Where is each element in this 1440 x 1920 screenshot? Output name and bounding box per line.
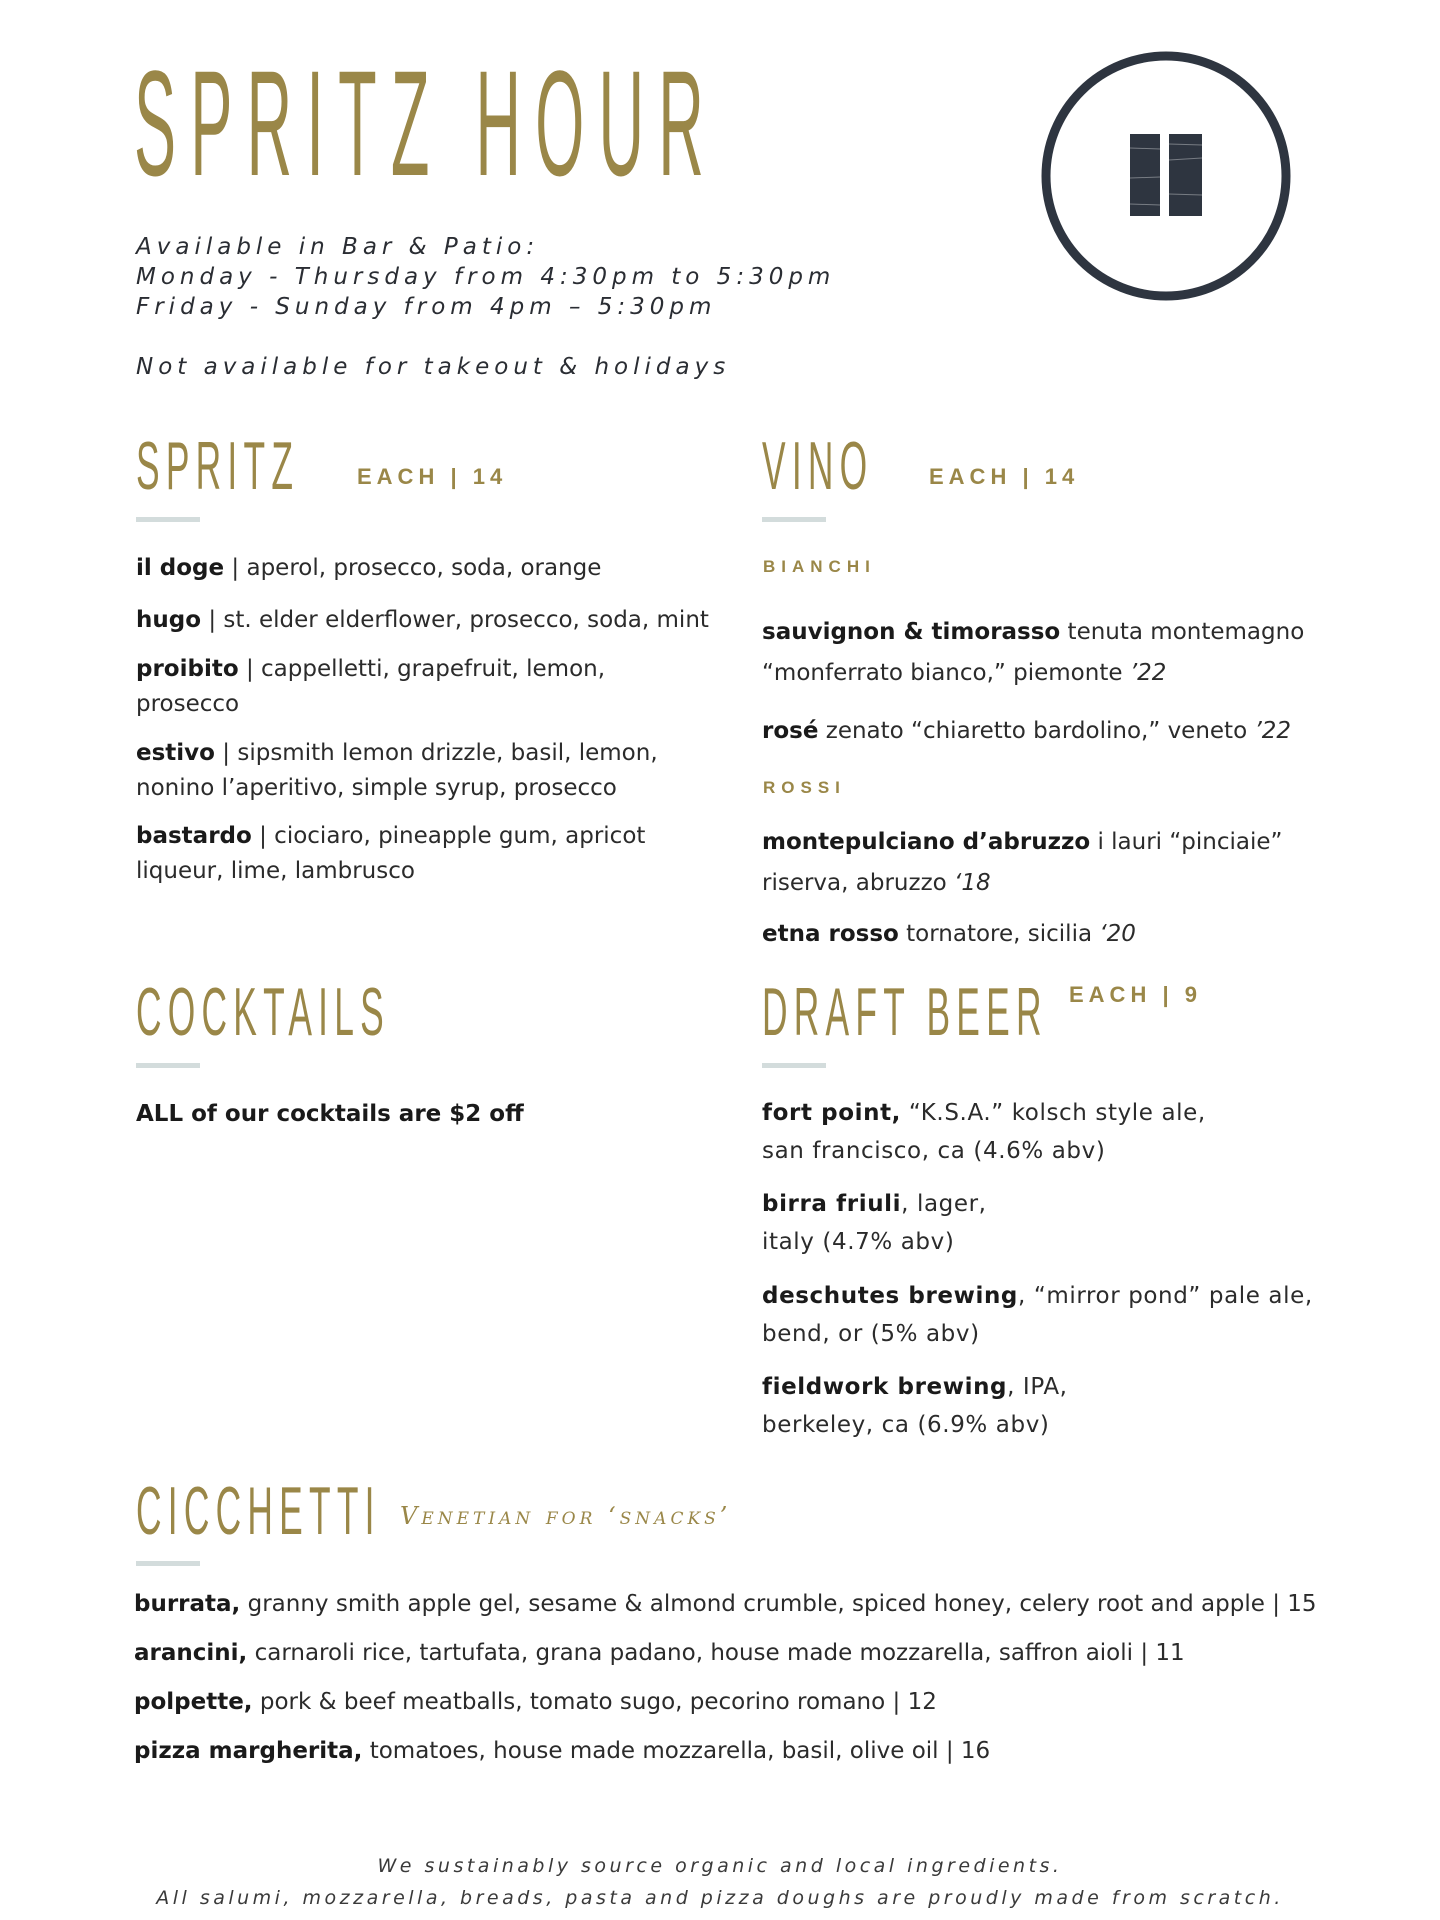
item-name: estivo xyxy=(136,740,215,766)
section-title-spritz: SPRITZ xyxy=(136,428,300,504)
item-desc: | aperol, prosecco, soda, orange xyxy=(224,555,602,581)
item-name: rosé xyxy=(762,718,819,744)
menu-item xyxy=(762,612,1322,694)
item-name: deschutes brewing xyxy=(762,1283,1019,1309)
item-desc: , IPA, xyxy=(1007,1374,1068,1400)
footer-line: All salumi, mozzarella, breads, pasta and pizza doughs are proudly made from scratch. xyxy=(156,1887,1284,1909)
menu-item xyxy=(762,822,1362,904)
section-title-draft-beer: DRAFT BEER xyxy=(762,974,1048,1050)
item-year: ’22 xyxy=(1254,718,1292,744)
item-name: birra friuli xyxy=(762,1191,902,1217)
item-desc: | st. elder elderflower, prosecco, soda, mint xyxy=(201,607,709,633)
menu-item xyxy=(136,819,666,889)
menu-item xyxy=(134,1685,937,1720)
item-year: ’22 xyxy=(1129,660,1167,686)
menu-item xyxy=(134,1587,1317,1622)
item-desc: , lager, xyxy=(901,1191,987,1217)
availability-line: Available in Bar & Patio: xyxy=(136,234,540,260)
item-desc: tenuta montemagno “monferrato bianco,” piemonte xyxy=(762,619,1305,686)
item-name: polpette, xyxy=(134,1689,253,1715)
cocktails-note: ALL of our cocktails are $2 off xyxy=(136,1101,524,1127)
cocktails-heading xyxy=(136,974,624,1050)
item-year: ‘18 xyxy=(954,870,991,896)
item-name: bastardo xyxy=(136,823,252,849)
cicchetti-subtitle: Venetian for ‘snacks’ xyxy=(400,1502,732,1530)
subheading-rossi: ROSSI xyxy=(763,778,846,797)
item-desc: , “mirror pond” pale ale, xyxy=(1018,1283,1313,1309)
section-title-cocktails: COCKTAILS xyxy=(136,974,390,1050)
item-name: arancini, xyxy=(134,1640,248,1666)
menu-item xyxy=(762,714,1322,749)
section-title-cicchetti: CICCHETTI xyxy=(136,1473,381,1549)
availability-line: Friday - Sunday from 4pm – 5:30pm xyxy=(136,294,717,320)
section-divider xyxy=(762,517,826,522)
section-divider xyxy=(762,1063,826,1068)
section-title-vino: VINO xyxy=(762,428,874,504)
page-title: SPRITZ HOUR xyxy=(134,39,719,207)
menu-item xyxy=(762,1368,1068,1444)
item-year: ‘20 xyxy=(1099,921,1136,947)
menu-item xyxy=(762,1185,987,1261)
item-origin: berkeley, ca (6.9% abv) xyxy=(762,1412,1050,1438)
item-desc: | ciociaro, pineapple gum, apricot liqueur, lime, lambrusco xyxy=(136,823,646,884)
menu-item xyxy=(136,603,716,638)
item-name: proibito xyxy=(136,656,239,682)
item-origin: bend, or (5% abv) xyxy=(762,1321,980,1347)
section-divider xyxy=(136,517,200,522)
item-origin: san francisco, ca (4.6% abv) xyxy=(762,1138,1106,1164)
item-desc: | cappelletti, grapefruit, lemon, prosecco xyxy=(136,656,606,717)
item-desc: “K.S.A.” kolsch style ale, xyxy=(901,1100,1206,1126)
item-desc: carnaroli rice, tartufata, grana padano, house made mozzarella, saffron aioli | 11 xyxy=(247,1640,1185,1666)
item-name: sauvignon & timorasso xyxy=(762,619,1061,645)
item-name: montepulciano d’abruzzo xyxy=(762,829,1091,855)
menu-item xyxy=(762,1277,1313,1353)
menu-item xyxy=(762,1094,1206,1170)
menu-item xyxy=(136,551,716,586)
item-name: etna rosso xyxy=(762,921,899,947)
item-name: burrata, xyxy=(134,1591,241,1617)
availability-note: Not available for takeout & holidays xyxy=(136,354,731,380)
beer-heading xyxy=(762,974,1311,1050)
item-desc: zenato “chiaretto bardolino,” veneto xyxy=(818,718,1255,744)
item-desc: pork & beef meatballs, tomato sugo, pecorino romano | 12 xyxy=(252,1689,937,1715)
menu-item xyxy=(134,1734,990,1769)
footer xyxy=(0,1850,1440,1914)
subheading-bianchi: BIANCHI xyxy=(763,557,876,576)
spritz-price: EACH | 14 xyxy=(357,464,508,489)
footer-line: We sustainably source organic and local ingredients. xyxy=(377,1855,1063,1877)
menu-item xyxy=(134,1636,1185,1671)
pause-circle-logo-icon xyxy=(1038,48,1294,304)
section-divider xyxy=(136,1063,200,1068)
section-divider xyxy=(136,1561,200,1566)
menu-item xyxy=(762,917,1362,952)
item-name: fieldwork brewing xyxy=(762,1374,1008,1400)
item-desc: tomatoes, house made mozzarella, basil, olive oil | 16 xyxy=(362,1738,991,1764)
item-desc: | sipsmith lemon drizzle, basil, lemon, nonino l’aperitivo, simple syrup, prosecco xyxy=(136,740,658,801)
item-name: il doge xyxy=(136,555,225,581)
item-name: fort point, xyxy=(762,1100,902,1126)
availability-block xyxy=(136,232,835,382)
vino-price: EACH | 14 xyxy=(929,464,1080,489)
item-origin: italy (4.7% abv) xyxy=(762,1229,955,1255)
availability-line: Monday - Thursday from 4:30pm to 5:30pm xyxy=(136,264,836,290)
item-name: hugo xyxy=(136,607,202,633)
item-name: pizza margherita, xyxy=(134,1738,363,1764)
item-desc: tornatore, sicilia xyxy=(898,921,1100,947)
beer-price: EACH | 9 xyxy=(1069,982,1202,1007)
menu-item xyxy=(136,736,716,806)
item-desc: granny smith apple gel, sesame & almond crumble, spiced honey, celery root and apple | 15 xyxy=(240,1591,1317,1617)
item-desc: i lauri “pinciaie” riserva, abruzzo xyxy=(762,829,1283,896)
menu-item xyxy=(136,652,626,722)
